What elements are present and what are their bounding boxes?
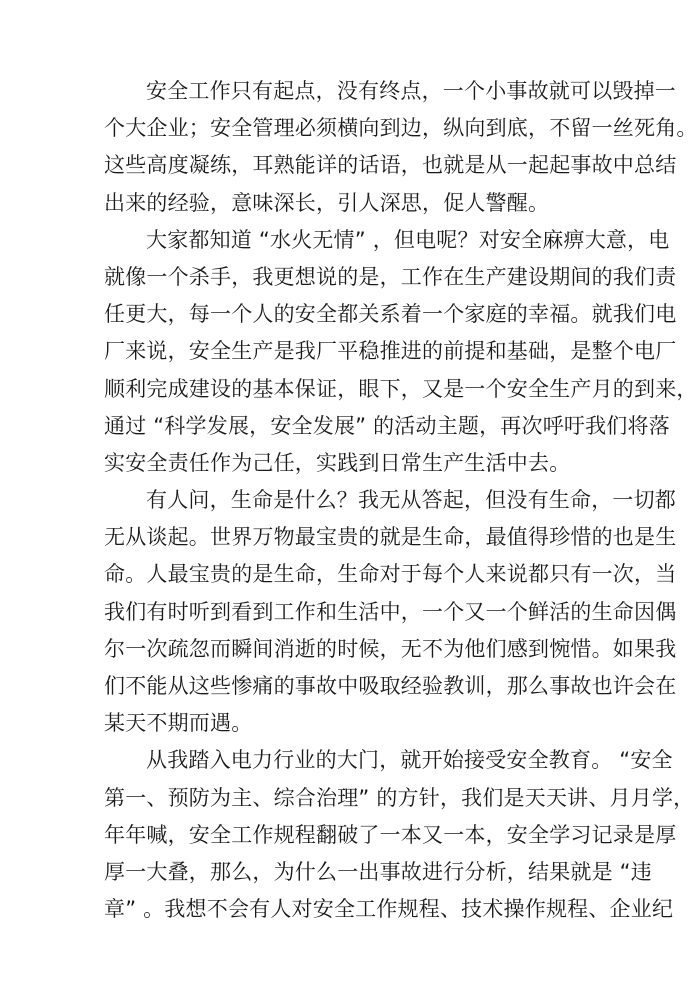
text-line: 章” 。我想不会有人对安全工作规程、技术操作规程、企业纪 <box>104 897 674 922</box>
text-line: 顺利完成建设的基本保证，眼下，又是一个安全生产月的到来， <box>104 376 698 401</box>
text-line: 无从谈起。世界万物最宝贵的就是生命，最值得珍惜的也是生 <box>104 525 677 550</box>
text-line: 某天不期而遇。 <box>104 711 253 736</box>
text-line: 厚一大叠，那么，为什么一出事故进行分析，结果就是 “违 <box>104 859 652 884</box>
paragraph-3 <box>104 482 677 742</box>
paragraph-1 <box>104 73 698 222</box>
text-line: 大家都知道 “水火无情” ，但电呢？对安全麻痹大意，电 <box>146 227 670 252</box>
text-line: 命。人最宝贵的是生命，生命对于每个人来说都只有一次，当 <box>104 562 677 587</box>
text-line: 通过 “科学发展，安全发展” 的活动主题，再次呼吁我们将落 <box>104 413 670 438</box>
text-line: 个大企业；安全管理必须横向到边，纵向到底，不留一丝死角。 <box>104 116 698 141</box>
text-line: 有人问，生命是什么？我无从答起，但没有生命，一切都 <box>146 488 676 513</box>
paragraph-2 <box>104 222 698 482</box>
text-line: 这些高度凝练，耳熟能详的话语，也就是从一起起事故中总结 <box>104 153 677 178</box>
text-line: 我们有时听到看到工作和生活中，一个又一个鲜活的生命因偶 <box>104 599 677 624</box>
text-line: 从我踏入电力行业的大门，就开始接受安全教育。 “安全 <box>146 748 673 773</box>
document-body <box>104 73 698 928</box>
text-line: 厂来说，安全生产是我厂平稳推进的前提和基础，是整个电厂 <box>104 339 677 364</box>
paragraph-4 <box>104 742 695 928</box>
text-line: 就像一个杀手，我更想说的是，工作在生产建设期间的我们责 <box>104 264 677 289</box>
text-line: 尔一次疏忽而瞬间消逝的时候，无不为他们感到惋惜。如果我 <box>104 636 677 661</box>
text-line: 任更大，每一个人的安全都关系着一个家庭的幸福。就我们电 <box>104 302 677 327</box>
text-line: 实安全责任作为己任，实践到日常生产生活中去。 <box>104 450 571 475</box>
text-line: 出来的经验，意味深长，引人深思，促人警醒。 <box>104 190 550 215</box>
text-line: 安全工作只有起点，没有终点，一个小事故就可以毁掉一 <box>146 79 676 103</box>
text-line: 们不能从这些惨痛的事故中吸取经验教训，那么事故也许会在 <box>104 674 677 698</box>
text-line: 年年喊，安全工作规程翻破了一本又一本，安全学习记录是厚 <box>104 822 677 847</box>
text-line: 第一、预防为主、综合治理” 的方针，我们是天天讲、月月学， <box>104 785 695 810</box>
